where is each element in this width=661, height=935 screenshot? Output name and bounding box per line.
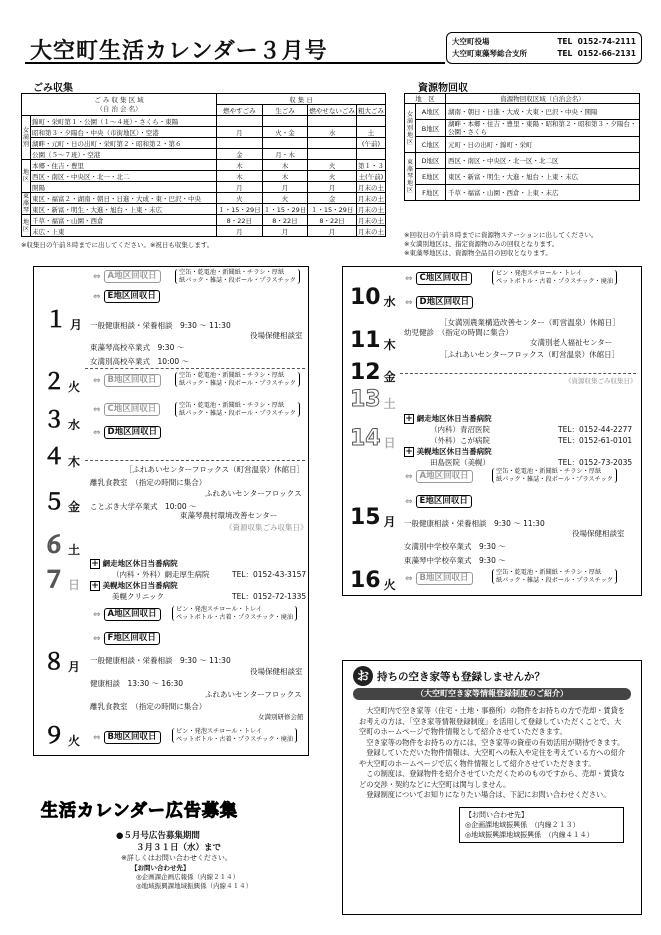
type-food: 生ごみ xyxy=(262,105,308,116)
day-cell: 第１・３ xyxy=(357,161,384,170)
event: 東藻琴中学校卒業式 9:30 ～ xyxy=(404,556,506,565)
hospital-cross-icon: + xyxy=(405,447,413,457)
day-cell: 火 xyxy=(308,160,357,171)
ad-contact: ◎地域振興課地域振興係（内線４１４） xyxy=(136,882,253,890)
day-cell: 8・22日 xyxy=(217,215,263,226)
badge-collect: ⇔ A地区回収日 xyxy=(93,608,161,621)
event: 離乳食教室 （指定の時間に集合） xyxy=(90,478,207,487)
recycle-arrows-icon: ⇔ xyxy=(93,427,101,438)
event-place: 東藻琴農村環境改善センター xyxy=(180,511,278,520)
event-place: ふれあいセンターフロックス xyxy=(205,489,302,498)
hospital-tel: TEL：0152-43-3157 xyxy=(232,570,307,579)
hospital-heading: + 美幌地区休日当番病院 xyxy=(91,581,178,591)
day-2: ２ 火 xyxy=(43,370,81,395)
group-label: 東藻琴 xyxy=(23,193,30,214)
akiya-body xyxy=(343,706,641,801)
day-cell: 月 xyxy=(217,127,263,138)
badge-collect: ⇔ D地区回収日 xyxy=(405,296,473,309)
day-cell: 月 xyxy=(262,226,308,237)
akiya-paragraph: この制度は、登録物件を紹介させていただくためのものですから、売却・賃貸などの交渉・契約などに大空町は関与しません。 xyxy=(359,769,625,789)
ad-line: ※詳しくはお問い合わせください。 xyxy=(121,854,232,862)
day-cell xyxy=(356,149,385,160)
event-place: 女満別老人福祉センター xyxy=(530,338,613,347)
recycle-desc: 千草・福富・山園・西倉・上東・末広 xyxy=(446,185,640,201)
garbage-table xyxy=(21,93,386,237)
recycle-group: 東藻琴地区 xyxy=(405,153,416,201)
group-label: 地区 xyxy=(22,160,31,193)
group-label: 女満別 xyxy=(22,116,31,160)
event-place: 役場保健相談室 xyxy=(572,529,625,538)
hospital-name: 田島医院（美幌） xyxy=(430,458,490,467)
event: 《資源収集ごみ収集日》 xyxy=(225,523,308,532)
area-cell: 開陽 xyxy=(31,182,217,193)
day-cell: 月・木 xyxy=(262,149,308,160)
badge-collect: ⇔ E地区回収日 xyxy=(93,290,160,303)
akiya-paragraph: 大空町内で空き家等（住宅・土地・事務所）の物件をお持ちの方で売却・賃貸をお考えの方は、「空き家等情報登録制度」を活用して登録していただくことで、大空町のホームページで物件情報として紹介させていただきます。 xyxy=(359,706,625,736)
day-16: 16 火 xyxy=(350,568,396,593)
area-cell: 公園（５～７班）・空港 xyxy=(31,149,217,160)
area-cell: 西区・南区・中央区・北一・北二 xyxy=(31,171,217,182)
garbage-heading: ごみ収集 xyxy=(33,83,73,94)
day-cell: 月末の土 xyxy=(357,183,384,192)
area-cell: 東区・新富・明生・大進・旭台・上東・末広 xyxy=(31,204,217,215)
recycle-arrows-icon: ⇔ xyxy=(93,271,101,282)
ad-box xyxy=(21,796,309,906)
event-place: 女満別研修会館 xyxy=(258,713,304,721)
day-5: ５ 金 xyxy=(43,490,81,515)
badge-collect: ⇔ B地区回収日 xyxy=(405,572,473,585)
day-cell xyxy=(217,116,263,127)
day-cell: 月末の土 xyxy=(357,205,384,214)
day-cell: 月 xyxy=(308,182,357,193)
recycle-code: E地区 xyxy=(416,169,446,185)
hospital-tel: TEL：0152-61-0101 xyxy=(558,436,633,445)
day-14: 14 日 xyxy=(350,426,396,451)
badge-collect: ⇔ A地区回収日 xyxy=(405,470,473,483)
recycle-code: A地区 xyxy=(416,104,446,120)
ad-line: ３月３１日（水）まで xyxy=(136,843,222,853)
akiya-title: 持ちの空き家等も登録しませんか？ xyxy=(377,670,545,683)
recycle-arrows-icon: ⇔ xyxy=(93,291,101,302)
recycle-arrows-icon: ⇔ xyxy=(93,609,101,620)
day-cell: 月 xyxy=(217,226,263,237)
recycle-arrows-icon: ⇔ xyxy=(405,471,413,482)
items-a: 空缶・乾電池・新聞紙・チラシ・厚紙 紙パック・雑誌・段ボール・プラスチック xyxy=(175,269,300,284)
recycle-arrows-icon: ⇔ xyxy=(93,633,101,644)
area-cell: 本郷・住吉・豊里 xyxy=(31,160,217,171)
recycle-desc: 東区・新富・明生・大進・旭台・上東・末広 xyxy=(446,169,640,185)
day-cell: １・15・29日 xyxy=(308,204,357,215)
recycle-desc: 湖畔・本郷・住吉・豊里・東陽・昭和第２・昭和第３・夕陽台・公園・さくら xyxy=(446,120,640,137)
day-cell xyxy=(356,116,385,127)
day-3: ３ 水 xyxy=(43,408,81,433)
badge-collect: ⇔ E地区回収日 xyxy=(405,495,472,508)
badge-collect: ⇔ A地区回収日 xyxy=(93,270,161,283)
items-c: ビン・発泡スチロール・トレイ ペットボトル・古着・プラスチック・廃油 xyxy=(172,606,297,621)
event: 健康相談 13:30 ～ 16:30 xyxy=(90,679,183,688)
day-cell: 木 xyxy=(262,160,308,171)
day-cell: １・15・29日 xyxy=(218,205,261,214)
hospital-name: 美幌クリニック xyxy=(112,592,165,601)
badge-collect: ⇔ B地区回収日 xyxy=(93,731,161,744)
day-cell xyxy=(262,138,308,149)
recycle-desc: 元町・日の出町・錦町・栄町 xyxy=(446,137,640,153)
event-place: 役場保健相談室 xyxy=(250,667,303,676)
hospital-tel: TEL：0152-73-2035 xyxy=(558,458,633,467)
day-cell: 土 xyxy=(356,127,385,138)
items-c: ビン・発泡スチロール・トレイ ペットボトル・古着・プラスチック・廃油 xyxy=(172,728,297,743)
event-place: ふれあいセンターフロックス xyxy=(205,690,302,699)
hospital-cross-icon: + xyxy=(405,414,413,424)
hospital-heading: + 網走地区休日当番病院 xyxy=(91,559,178,569)
event: 東藻琴高校卒業式 9:30 ～ xyxy=(90,343,185,352)
day-11: 11 木 xyxy=(350,328,396,353)
badge-collect: ⇔ C地区回収日 xyxy=(93,403,160,416)
divider xyxy=(85,368,305,369)
event: ［ふれあいセンターフロックス（町営温泉）休館日］ xyxy=(125,465,305,474)
day-cell: １・15・29日 xyxy=(263,205,307,214)
day-cell: 木 xyxy=(217,160,263,171)
ad-title: 生活カレンダー広告募集 xyxy=(41,801,238,821)
badge-collect: ⇔ B地区回収日 xyxy=(93,374,161,387)
event: 幼児健診 （指定の時間に集合） xyxy=(404,328,513,337)
recycle-code: C地区 xyxy=(416,137,446,153)
contact-name: 大空町役場 xyxy=(452,37,490,46)
day-cell xyxy=(308,116,357,127)
recycle-code: D地区 xyxy=(416,153,446,169)
event: 一般健康相談・栄養相談 9:30 ～ 11:30 xyxy=(90,656,231,665)
badge-collect: ⇔ D地区回収日 xyxy=(93,426,161,439)
recycle-table xyxy=(404,93,640,201)
day-10: 10 水 xyxy=(350,285,396,310)
area-cell: 末広・上東 xyxy=(31,226,217,237)
day-cell: 金 xyxy=(217,149,263,160)
day-cell: 8・22日 xyxy=(262,215,308,226)
garbage-col-area: ご み 収 集 区 域 （自 治 会 名） xyxy=(22,94,217,116)
day-cell: 火 xyxy=(262,193,308,204)
day-cell: 土(午前) xyxy=(356,171,385,182)
items-a: 空缶・乾電池・新聞紙・チラシ・厚紙 紙パック・雑誌・段ボール・プラスチック xyxy=(175,402,300,417)
garbage-col-days: 収 集 日 xyxy=(217,94,386,105)
area-cell: 東区・福富２・湖南・朝日・日進・大成・東・巴沢・中央 xyxy=(31,193,217,204)
items-a: 空缶・乾電池・新聞紙・チラシ・厚紙 紙パック・雑誌・段ボール・プラスチック xyxy=(492,569,617,584)
recycle-note: ※東藻琴地区は、資源物全品目の回収となります。 xyxy=(404,249,552,257)
contact-box xyxy=(446,32,642,64)
hospital-cross-icon: + xyxy=(91,559,99,569)
page-title: 大空町生活カレンダー３月号 xyxy=(30,39,328,64)
recycle-arrows-icon: ⇔ xyxy=(93,732,101,743)
divider xyxy=(400,373,636,374)
hospital-name: （内科・外科）網走厚生病院 xyxy=(112,570,210,579)
contact-tel: 0152-74-2111 xyxy=(577,37,636,46)
group-label: 地区 xyxy=(22,215,31,237)
contact-tel: 0152-66-2131 xyxy=(577,49,636,58)
recycle-code: F地区 xyxy=(416,185,446,201)
day-1: １ 月 xyxy=(45,308,83,333)
akiya-o-icon: お xyxy=(353,666,373,686)
recycle-notes xyxy=(404,231,598,258)
recycle-arrows-icon: ⇔ xyxy=(93,375,101,386)
items-a: 空缶・乾電池・新聞紙・チラシ・厚紙 紙パック・雑誌・段ボール・プラスチック xyxy=(175,372,300,387)
day-8: ８ 月 xyxy=(43,650,81,675)
recycle-group: 女満別地区 xyxy=(405,104,416,153)
ad-contact-heading: 【お問い合わせ先】 xyxy=(131,864,190,872)
day-cell: 火 xyxy=(308,171,357,182)
akiya-contact-heading: 【お問い合わせ先】 xyxy=(465,810,528,819)
recycle-col-area: 地 区 xyxy=(405,94,446,104)
event: 女満別中学校卒業式 9:30 ～ xyxy=(404,542,506,551)
event: 《資源収集ごみ収集日》 xyxy=(565,377,637,385)
divider xyxy=(85,460,305,461)
tel-label: TEL xyxy=(557,37,573,46)
type-bulky: 粗大ごみ xyxy=(357,106,384,115)
event: ことぶき大学卒業式 10:00 ～ xyxy=(90,502,197,511)
event-place: 役場保健相談室 xyxy=(250,331,303,340)
hospital-name: （内科）青沼医院 xyxy=(430,425,490,434)
items-a: 空缶・乾電池・新聞紙・チラシ・厚紙 紙パック・雑誌・段ボール・プラスチック xyxy=(492,468,617,483)
hospital-tel: TEL：0152-44-2277 xyxy=(558,425,633,434)
day-cell: 月末の土 xyxy=(357,227,384,236)
hospital-tel: TEL：0152-72-1335 xyxy=(232,592,307,601)
items-c: ビン・発泡スチロール・トレイ ペットボトル・古着・プラスチック・廃油 xyxy=(492,270,617,285)
recycle-note: ※女満別地区は、指定資源物のみの回収となります。 xyxy=(404,240,559,248)
type-nonburnable: 燃やせないごみ xyxy=(309,106,355,115)
day-cell: 8・22日 xyxy=(308,215,357,226)
recycle-col-desc: 資源物回収区域（自治会名） xyxy=(446,94,640,104)
day-cell: 月 xyxy=(308,226,357,237)
day-cell: 木 xyxy=(262,171,308,182)
hospital-name: （外科）こが病院 xyxy=(430,436,490,445)
recycle-arrows-icon: ⇔ xyxy=(405,496,413,507)
type-burnable: 燃やすごみ xyxy=(217,105,263,116)
tel-label: TEL xyxy=(557,49,573,58)
contact-name: 大空町東藻琴総合支所 xyxy=(452,49,527,58)
recycle-note: ※回収日の午前８時までに資源物ステーションに出してください。 xyxy=(404,231,598,239)
day-15: 15 月 xyxy=(350,505,396,530)
event: 一般健康相談・栄養相談 9:30 ～ 11:30 xyxy=(404,519,545,528)
recycle-arrows-icon: ⇔ xyxy=(405,297,413,308)
day-cell: 火 xyxy=(217,193,263,204)
day-cell xyxy=(217,138,263,149)
akiya-paragraph: 登録していただいた物件情報は、大空町への転入や定住を考えている方への紹介や大空町のホームページで広く物件情報として紹介させていただきます。 xyxy=(359,748,625,768)
akiya-contact: ◎企画課地域振興係 （内線２１３） xyxy=(465,820,580,829)
day-cell: 火・金 xyxy=(262,127,308,138)
recycle-desc: 西区・南区・中央区・北一区・北二区 xyxy=(446,153,640,169)
area-cell: 千草・福富・山園・西倉 xyxy=(31,215,217,226)
recycle-arrows-icon: ⇔ xyxy=(405,273,413,284)
day-7: ７ 日 xyxy=(43,568,81,593)
akiya-subtitle: （大空町空き家等情報登録制度のご紹介） xyxy=(353,688,631,700)
akiya-box xyxy=(342,660,642,915)
day-cell: 木 xyxy=(217,171,263,182)
recycle-code: B地区 xyxy=(416,120,446,137)
event: 離乳食教室 （指定の時間に集合） xyxy=(90,702,207,711)
day-cell: 金 xyxy=(308,193,357,204)
day-6: ６ 土 xyxy=(43,533,81,558)
garbage-note: ※収集日の午前８時までに出してください。※祝日も収集します。 xyxy=(21,241,214,249)
hospital-heading: + 網走地区休日当番病院 xyxy=(405,414,492,424)
recycle-arrows-icon: ⇔ xyxy=(405,573,413,584)
day-cell: (午前) xyxy=(356,138,385,149)
badge-collect: ⇔ F地区回収日 xyxy=(93,632,160,645)
hospital-cross-icon: + xyxy=(91,581,99,591)
day-9: ９ 火 xyxy=(43,724,81,749)
day-cell: 月末の土 xyxy=(357,216,384,225)
ad-line: ●５月号広告募集期間 xyxy=(116,831,200,841)
recycle-arrows-icon: ⇔ xyxy=(93,404,101,415)
recycle-heading: 資源物回収 xyxy=(418,83,468,94)
area-cell: 昭和第３・夕陽台・中央（市街地区）・空港 xyxy=(31,127,217,138)
akiya-paragraph: 登録制度についてお知りになりたい場合は、下記にお問い合わせください。 xyxy=(366,790,611,799)
day-cell: 月末の土 xyxy=(357,194,384,203)
day-cell xyxy=(308,149,357,160)
day-cell xyxy=(262,116,308,127)
day-4: ４ 木 xyxy=(43,445,81,470)
akiya-contact: ◎地域振興課地域振興係 （内線４１４） xyxy=(465,830,594,839)
event: ［ふれあいセンターフロックス（町営温泉）休館日］ xyxy=(440,350,620,359)
event: 一般健康相談・栄養相談 9:30 ～ 11:30 xyxy=(90,321,231,330)
ad-contact: ◎企画課企画広報係（内線２１４） xyxy=(136,873,240,881)
day-cell xyxy=(308,138,357,149)
event: ［女満別農業構造改善センター（町営温泉）休館日］ xyxy=(440,318,620,327)
day-cell: 水 xyxy=(308,127,357,138)
area-cell: 湖畔・元町・日の出町・栄町第２・昭和第２・第６ xyxy=(31,138,217,149)
day-13: 13 土 xyxy=(350,387,396,412)
title-underline xyxy=(25,62,445,64)
day-cell: 月 xyxy=(217,182,263,193)
akiya-paragraph: 空き家等の物件をお持ちの方には、空き家等の資産の有効活用が期待できます。 xyxy=(366,737,625,747)
day-12: 12 金 xyxy=(350,360,396,385)
akiya-contact-box xyxy=(459,807,624,843)
event: 女満別高校卒業式 10:00 ～ xyxy=(90,357,189,366)
recycle-desc: 湖南・朝日・日進・大成・大東・巴沢・中央・開陽 xyxy=(446,104,640,120)
hospital-heading: + 美幌地区休日当番病院 xyxy=(405,447,492,457)
badge-collect: ⇔ C地区回収日 xyxy=(405,272,472,285)
day-cell: 月 xyxy=(262,182,308,193)
area-cell: 錦町・栄町第１・公園（１～４班）・さくら・東陽 xyxy=(31,116,217,127)
